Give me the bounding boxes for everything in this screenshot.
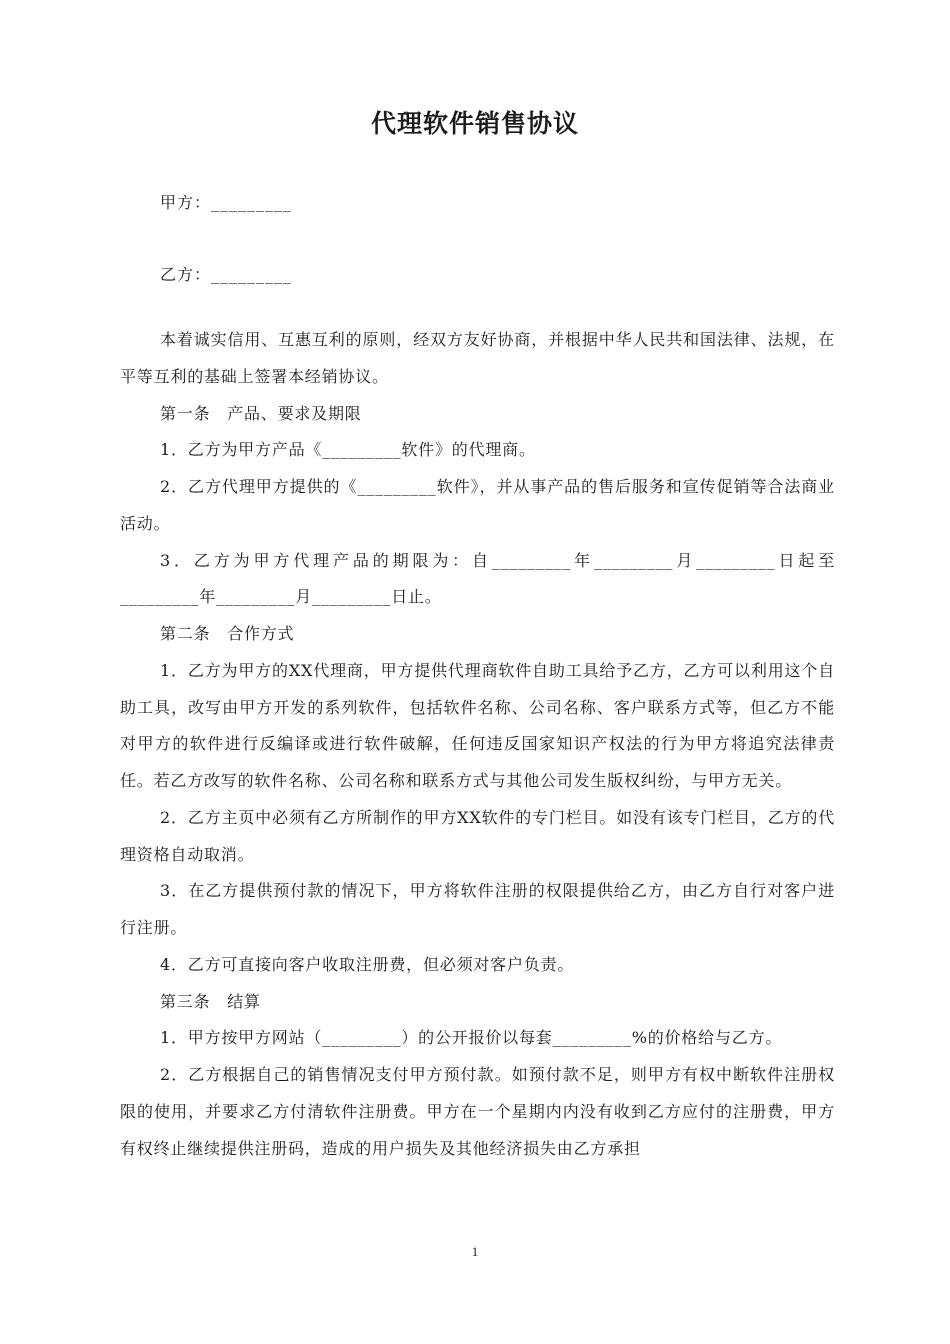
preamble-paragraph: 本着诚实信用、互惠互利的原则，经双方友好协商，并根据中华人民共和国法律、法规，在平等互利的基础上签署本经销协议。: [120, 330, 835, 386]
article-2-heading: 第二条 合作方式: [160, 624, 295, 643]
document-body: [120, 322, 835, 1167]
article-3-clause-2: 2．乙方根据自己的销售情况支付甲方预付款。如预付款不足，则甲方有权中断软件注册权限的使用，并要求乙方付清软件注册费。甲方在一个星期内内没有收到乙方应付的注册费，甲方有权终止继续提供注册码，造成的用户损失及其他经济损失由乙方承担: [120, 1065, 835, 1158]
article-2-clause-4: 4．乙方可直接向客户收取注册费，但必须对客户负责。: [160, 954, 575, 974]
article-1-clause-1: 1．乙方为甲方产品《_________软件》的代理商。: [160, 440, 536, 460]
document-title: 代理软件销售协议: [370, 109, 579, 138]
article-1-clause-2: 2．乙方代理甲方提供的《_________软件》，并从事产品的售后服务和宣传促销等合法商业活动。: [120, 477, 835, 533]
party-a-line: 甲方：_________: [160, 193, 293, 212]
article-1-clause-3: 3．乙方为甲方代理产品的期限为：自_________年_________月_________日起至_________年_________月_________日止。: [120, 550, 835, 607]
page-number: 1: [471, 1244, 479, 1259]
article-2-clause-3: 3．在乙方提供预付款的情况下，甲方将软件注册的权限提供给乙方，由乙方自行对客户进行注册。: [120, 881, 835, 937]
article-2-clause-2: 2．乙方主页中必须有乙方所制作的甲方XX软件的专门栏目。如没有该专门栏目，乙方的代理资格自动取消。: [120, 807, 835, 864]
party-b-line: 乙方：_________: [160, 265, 293, 284]
article-1-heading: 第一条 产品、要求及期限: [160, 403, 362, 423]
article-2-clause-1: 1．乙方为甲方的XX代理商，甲方提供代理商软件自助工具给予乙方，乙方可以利用这个自助工具，改写由甲方开发的系列软件，包括软件名称、公司名称、客户联系方式等，但乙方不能对甲方的软件进行反编译或进行软件破解，任何违反国家知识产权法的行为甲方将追究法律责任。若乙方改写的软件名称、公司名称和联系方式与其他公司发生版权纠纷，与甲方无关。: [120, 660, 835, 790]
article-3-heading: 第三条 结算: [160, 991, 261, 1011]
article-3-clause-1: 1．甲方按甲方网站（_________）的公开报价以每套_________%的价格给与乙方。: [160, 1028, 783, 1048]
